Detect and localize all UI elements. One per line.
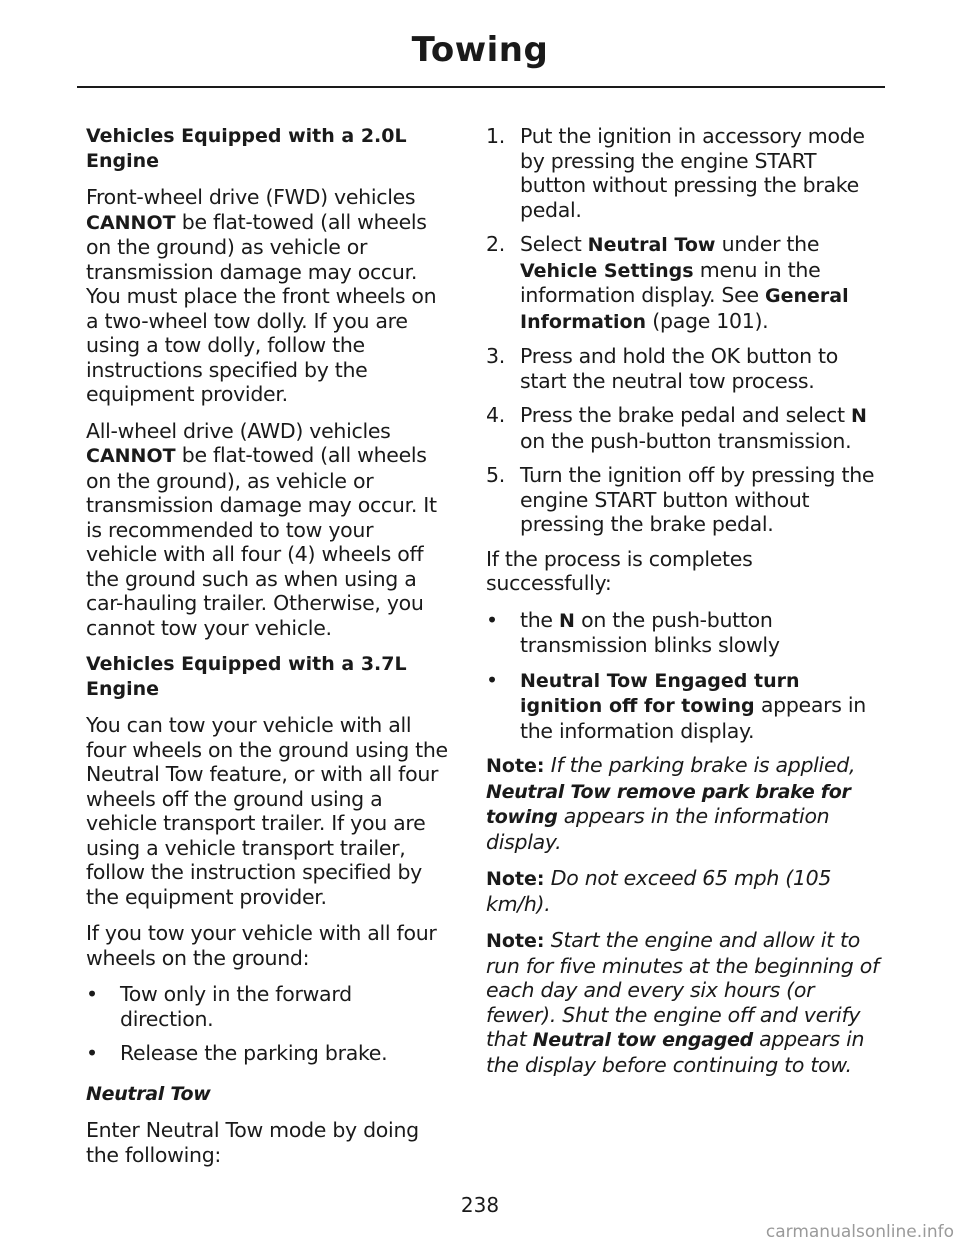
watermark: carmanualsonline.info bbox=[765, 1222, 954, 1242]
step-item bbox=[486, 403, 880, 453]
note-label: Note: bbox=[486, 868, 545, 890]
paragraph-all-four-wheels: If you tow your vehicle with all four wheels on the ground: bbox=[86, 921, 437, 970]
note-label: Note: bbox=[486, 930, 545, 952]
step-number: 4. bbox=[486, 403, 505, 427]
step-text-part: on the push-button transmission. bbox=[520, 428, 852, 453]
bullet-marker: • bbox=[86, 982, 98, 1006]
note-label: Note: bbox=[486, 755, 545, 777]
paragraph-process-completes: If the process is completes successfully: bbox=[486, 546, 753, 595]
heading-neutral-tow: Neutral Tow bbox=[86, 1082, 211, 1105]
note-speed-limit bbox=[486, 866, 880, 916]
step-text: Turn the ignition off by pressing the engine START button without pressing the brake pedal. bbox=[520, 463, 875, 536]
list-item bbox=[86, 1041, 448, 1066]
note-text: Do not exceed 65 mph (105 km/h). bbox=[486, 866, 832, 916]
paragraph-text: Front-wheel drive (FWD) vehicles bbox=[86, 185, 416, 209]
paragraph-fwd bbox=[86, 185, 448, 407]
bullet-marker: • bbox=[86, 1041, 98, 1065]
term-vehicle-settings: Vehicle Settings bbox=[520, 259, 694, 282]
step-text bbox=[520, 403, 880, 453]
term-neutral-tow: Neutral Tow bbox=[587, 234, 716, 256]
list-item bbox=[86, 982, 448, 1031]
note-text: appears in the information display. bbox=[486, 804, 830, 854]
note-run-engine bbox=[486, 928, 880, 1077]
step-number: 2. bbox=[486, 232, 505, 256]
paragraph-awd bbox=[86, 419, 448, 641]
term-display-message: Neutral tow engaged bbox=[532, 1029, 753, 1051]
note-text: Start the engine and allow it to run for five minutes at the beginning of each day and every six hours (or fewer). Shut the engine off and verify that bbox=[486, 928, 879, 1051]
step-text-part: Select bbox=[520, 232, 588, 256]
list-item bbox=[486, 608, 880, 658]
step-item bbox=[486, 463, 880, 537]
bullet-marker: • bbox=[486, 667, 498, 692]
paragraph-neutral-tow-feature: You can tow your vehicle with all four wheels on the ground using the Neutral Tow feature, or with all four wheels off the ground using a vehicle transport trailer. If you are using a vehicle transport trailer, follow the instruction specified by the equipment provider. bbox=[86, 713, 448, 909]
step-text-part: (page 101). bbox=[646, 308, 769, 333]
step-text-part: menu in the information display. See bbox=[520, 257, 821, 307]
list-item-text: Release the parking brake. bbox=[120, 1041, 388, 1065]
step-text bbox=[520, 232, 880, 334]
step-text: Press and hold the OK button to start the neutral tow process. bbox=[520, 344, 838, 393]
emphasis-cannot: CANNOT bbox=[86, 211, 176, 234]
note-text: appears in the display before continuing to tow. bbox=[486, 1027, 865, 1077]
term-display-message: Neutral Tow remove park brake for towing bbox=[486, 780, 851, 828]
step-number: 1. bbox=[486, 124, 505, 148]
step-item bbox=[486, 232, 880, 334]
title-divider bbox=[77, 86, 885, 88]
list-item-text bbox=[520, 608, 880, 658]
list-item-text bbox=[520, 668, 880, 744]
page-title: Towing bbox=[411, 30, 549, 70]
step-number: 3. bbox=[486, 344, 505, 368]
paragraph-text: All-wheel drive (AWD) vehicles bbox=[86, 418, 391, 443]
page-number: 238 bbox=[460, 1193, 500, 1217]
list-item-part: on the push-button transmission blinks slowly bbox=[520, 607, 780, 657]
left-column bbox=[86, 124, 448, 1179]
cross-reference-link[interactable]: General Information bbox=[520, 285, 849, 333]
term-n: N bbox=[558, 609, 575, 632]
list-item bbox=[486, 668, 880, 744]
note-text: If the parking brake is applied, bbox=[544, 753, 856, 777]
step-text-part: under the bbox=[715, 232, 820, 256]
list-item-part: appears in the information display. bbox=[520, 693, 866, 743]
list-item-part: the bbox=[520, 607, 559, 632]
paragraph-text: be flat-towed (all wheels on the ground), as vehicle or transmission damage may occur. It is recommended to tow your vehicle with all four (4) wheels off the ground such as when using a car-hauling trailer. Otherwise, you cannot tow your vehicle. bbox=[86, 443, 437, 640]
paragraph-text: be flat-towed (all wheels on the ground) as vehicle or transmission damage may occur. You must place the front wheels on a two-wheel tow dolly. If you are using a tow dolly, follow the instructions specified by the equipment provider. bbox=[86, 209, 437, 406]
step-item bbox=[486, 344, 880, 393]
emphasis-cannot: CANNOT bbox=[86, 445, 176, 467]
step-number: 5. bbox=[486, 463, 505, 487]
right-column bbox=[486, 124, 880, 1089]
heading-3-7l-engine: Vehicles Equipped with a 3.7L Engine bbox=[86, 653, 407, 700]
step-item bbox=[486, 124, 880, 222]
term-display-message: Neutral Tow Engaged turn ignition off for towing bbox=[520, 669, 800, 717]
bullet-marker: • bbox=[486, 607, 498, 632]
paragraph-enter-neutral-tow: Enter Neutral Tow mode by doing the following: bbox=[86, 1118, 419, 1167]
step-text-part: Press the brake pedal and select bbox=[520, 403, 851, 427]
note-parking-brake bbox=[486, 753, 880, 854]
list-item-text: Tow only in the forward direction. bbox=[120, 982, 352, 1031]
heading-2-0l-engine: Vehicles Equipped with a 2.0L Engine bbox=[86, 125, 407, 172]
step-text: Put the ignition in accessory mode by pressing the engine START button without pressing the brake pedal. bbox=[520, 124, 865, 222]
term-n: N bbox=[850, 405, 867, 427]
